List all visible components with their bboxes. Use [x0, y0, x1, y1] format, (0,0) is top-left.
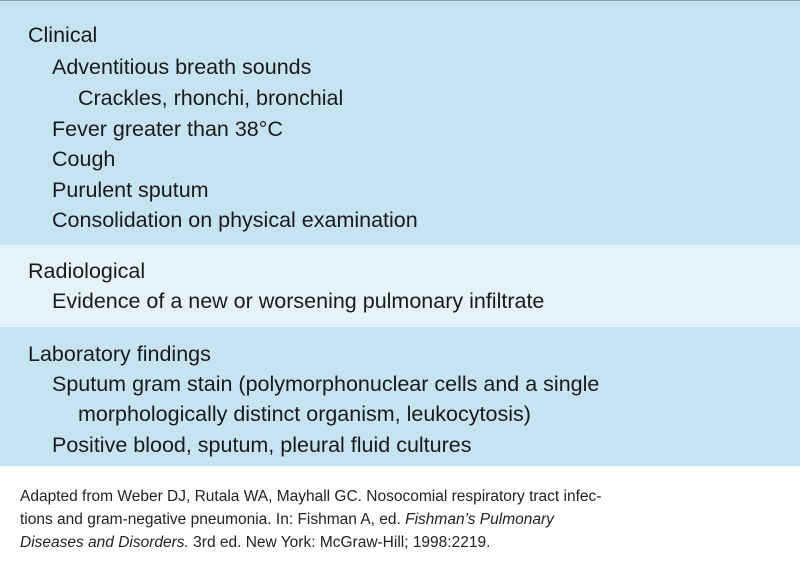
footnote-line: Adapted from Weber DJ, Rutala WA, Mayhall GC. Nosocomial respiratory tract infec-	[20, 488, 602, 505]
section-radiological	[0, 245, 800, 327]
criteria-subitem: Crackles, rhonchi, bronchial	[78, 86, 344, 110]
criteria-item: Consolidation on physical examination	[52, 208, 418, 232]
footnote-text: tions and gram-negative pneumonia. In: Fishman A, ed.	[20, 511, 406, 528]
section-heading-laboratory: Laboratory findings	[28, 342, 211, 366]
section-clinical	[0, 1, 800, 245]
criteria-item: Positive blood, sputum, pleural fluid cultures	[52, 433, 472, 457]
footnote-text: 3rd ed. New York: McGraw-Hill; 1998:2219.	[188, 534, 491, 551]
criteria-item: Evidence of a new or worsening pulmonary infiltrate	[52, 289, 545, 313]
section-laboratory	[0, 327, 800, 466]
footnote-line	[20, 508, 790, 531]
criteria-item: Adventitious breath sounds	[52, 55, 312, 79]
criteria-item: Fever greater than 38°C	[52, 117, 283, 141]
footnote-title-italic: Fishman’s Pulmonary	[405, 511, 554, 528]
criteria-item: Cough	[52, 147, 116, 171]
source-footnote	[20, 485, 790, 554]
criteria-subitem: morphologically distinct organism, leukocytosis)	[78, 402, 531, 426]
section-heading-radiological: Radiological	[28, 259, 146, 283]
criteria-item: Sputum gram stain (polymorphonuclear cells and a single	[52, 372, 600, 396]
footnote-title-italic: Diseases and Disorders.	[20, 534, 189, 551]
criteria-item: Purulent sputum	[52, 178, 209, 202]
section-heading-clinical: Clinical	[28, 23, 98, 47]
footnote-line	[20, 531, 790, 554]
